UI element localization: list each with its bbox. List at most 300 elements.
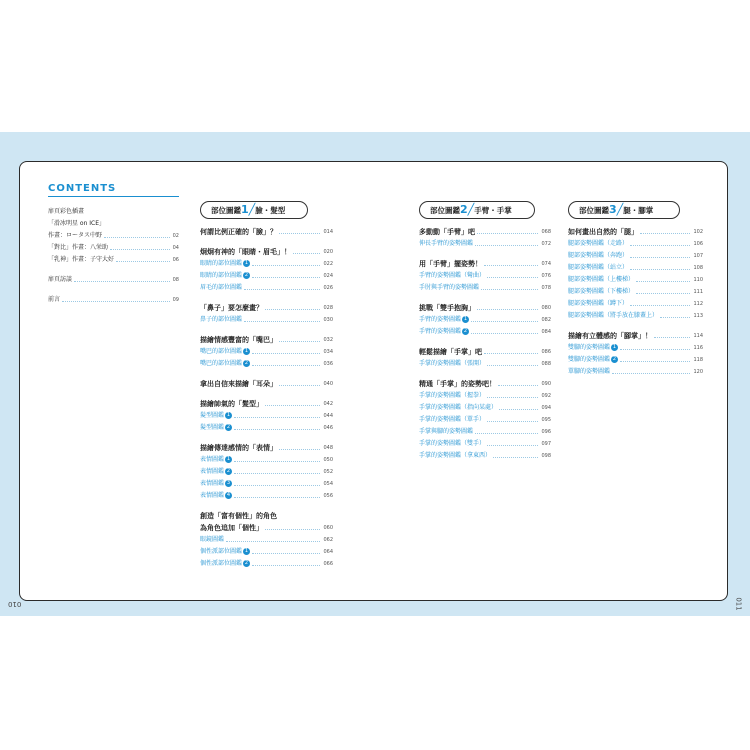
page-number: 108: [693, 265, 703, 271]
entry-title-text: 描繪有立體感的「腳掌」！: [568, 332, 652, 340]
entry-title: [48, 230, 102, 242]
entry-title-text: 如何畫出自然的「腿」: [568, 228, 638, 236]
number-badge: 1: [612, 344, 617, 350]
leader-dots: [640, 233, 690, 234]
entry-title: [48, 274, 72, 286]
number-badge: 1: [244, 260, 249, 266]
toc-sub-entry[interactable]: [419, 438, 551, 450]
entry-title: [200, 422, 232, 434]
entry-title: [419, 314, 469, 326]
page-number: 056: [323, 493, 333, 499]
entry-title-text: 眼睛的部位圖鑑: [200, 260, 243, 267]
page-number-left: 010: [8, 600, 22, 608]
page-number: 026: [323, 285, 333, 291]
entry-title-text: 輕鬆描繪「手掌」吧: [419, 348, 482, 356]
leader-dots: [498, 385, 538, 386]
entry-title-text: 拿出自信來描繪「耳朵」: [200, 380, 277, 388]
entry-title-text: 雙腳的姿勢圖鑑: [568, 356, 611, 363]
entry-title: [48, 218, 105, 230]
entry-title-text: 髮型圖鑑: [200, 424, 225, 431]
entry-title: [200, 246, 291, 258]
entry-title: [419, 302, 475, 314]
entry-title-text: 「乳神」作畫：子守大好: [48, 256, 115, 263]
entry-title: [419, 238, 473, 250]
entry-title-text: 表情圖鑑: [200, 456, 225, 463]
section-gap: [200, 370, 333, 378]
page-number: 092: [541, 393, 551, 399]
page-number: 060: [323, 525, 333, 531]
entry-title-text: 眉毛的部位圖鑑: [200, 284, 243, 291]
section-gap: [568, 322, 703, 330]
toc-sub-entry[interactable]: [48, 294, 179, 306]
toc-sub-entry[interactable]: [48, 254, 179, 266]
heading-underline: [48, 196, 179, 197]
leader-dots: [487, 421, 538, 422]
leader-dots: [487, 365, 538, 366]
entry-title: [419, 450, 491, 462]
entry-title-text: 表情圖鑑: [200, 480, 225, 487]
toc-sub-entry[interactable]: [200, 270, 333, 282]
page-number: 106: [693, 241, 703, 247]
number-badge: 1: [226, 412, 231, 418]
entry-title-text: 個性派部位圖鑑: [200, 548, 243, 555]
page-number: 06: [172, 257, 179, 263]
leader-dots: [612, 373, 690, 374]
page-number-right: 011: [734, 597, 743, 611]
toc-sub-entry[interactable]: [200, 546, 333, 558]
entry-title: [200, 410, 232, 422]
leader-dots: [499, 409, 538, 410]
leader-dots: [471, 321, 538, 322]
leader-dots: [487, 397, 538, 398]
number-badge: 3: [226, 480, 231, 486]
entry-title-text: 手掌的姿勢圖鑑（張開）: [419, 360, 486, 367]
number-badge: 2: [612, 356, 617, 362]
entry-title-text: 扉頁彩色插畫: [48, 208, 85, 215]
entry-title: [200, 522, 263, 534]
toc-sub-entry[interactable]: [568, 274, 703, 286]
page-number: 096: [541, 429, 551, 435]
toc-sub-entry[interactable]: [568, 286, 703, 298]
entry-title: [200, 270, 250, 282]
page-number: 076: [541, 273, 551, 279]
toc-section-entry[interactable]: [200, 398, 333, 410]
number-badge: 1: [463, 316, 468, 322]
leader-dots: [234, 429, 320, 430]
entry-title-text: 嘴巴的部位圖鑑: [200, 360, 243, 367]
leader-dots: [252, 353, 320, 354]
leader-dots: [265, 529, 320, 530]
toc-sub-entry[interactable]: [419, 450, 551, 462]
leader-dots: [630, 305, 690, 306]
leader-dots: [252, 553, 320, 554]
entry-title-text: 髮型圖鑑: [200, 412, 225, 419]
entry-title-text: 描繪傳達感情的「表情」: [200, 444, 277, 452]
page-number: 046: [323, 425, 333, 431]
entry-title: [419, 270, 485, 282]
toc-sub-entry[interactable]: [419, 402, 551, 414]
entry-title: [419, 402, 497, 414]
leader-dots: [234, 417, 320, 418]
section-gap: [200, 294, 333, 302]
toc-sub-entry[interactable]: [419, 414, 551, 426]
toc-sub-entry[interactable]: [419, 326, 551, 338]
entry-title-text: 描繪帥氣的「髮型」: [200, 400, 263, 408]
leader-dots: [279, 341, 320, 342]
page-number: 072: [541, 241, 551, 247]
page-number: 068: [541, 229, 551, 235]
entry-title-text: 眼睛的部位圖鑑: [200, 272, 243, 279]
entry-title-text: 「鼻子」要怎麼畫？: [200, 304, 263, 312]
section-gap: [200, 502, 333, 510]
entry-title-text: 腿部姿勢圖鑑（奔跑）: [568, 252, 629, 259]
entry-title: [200, 314, 242, 326]
leader-dots: [104, 237, 170, 238]
page-number: 062: [323, 537, 333, 543]
page-number: 086: [541, 349, 551, 355]
toc-sub-entry[interactable]: [48, 218, 179, 230]
page-number: 116: [693, 345, 703, 351]
page-number: 088: [541, 361, 551, 367]
leader-dots: [279, 233, 320, 234]
leader-dots: [265, 309, 320, 310]
entry-title: [419, 258, 482, 270]
entry-title-text: 表情圖鑑: [200, 468, 225, 475]
page-number: 08: [172, 277, 179, 283]
page-number: 040: [323, 381, 333, 387]
toc-sub-entry[interactable]: [419, 282, 551, 294]
toc-sub-entry[interactable]: [48, 230, 179, 242]
leader-dots: [234, 485, 320, 486]
toc-section-entry[interactable]: [200, 442, 333, 454]
entry-title: [200, 546, 250, 558]
page-number: 02: [172, 233, 179, 239]
entry-title: [568, 330, 652, 342]
entry-title: [200, 490, 232, 502]
entry-title-text: 嘴巴的部位圖鑑: [200, 348, 243, 355]
page-number: 09: [172, 297, 179, 303]
toc-sub-entry[interactable]: [568, 238, 703, 250]
toc-section-entry[interactable]: [200, 302, 333, 314]
page-number: 050: [323, 457, 333, 463]
number-badge: 1: [244, 348, 249, 354]
toc-sub-entry[interactable]: [200, 490, 333, 502]
toc-sub-entry[interactable]: [568, 298, 703, 310]
toc-sub-entry[interactable]: [48, 206, 179, 218]
entry-title-text: 雙腳的姿勢圖鑑: [568, 344, 611, 351]
entry-title-text: 何謂比例正確的「臉」？: [200, 228, 277, 236]
toc-sub-entry[interactable]: [419, 358, 551, 370]
toc-sub-entry[interactable]: [200, 410, 333, 422]
section-gap: [48, 266, 179, 274]
leader-dots: [487, 277, 538, 278]
entry-title-text: 腿部姿勢圖鑑（上樓梯）: [568, 276, 635, 283]
toc-sub-entry[interactable]: [419, 270, 551, 282]
toc-section-entry[interactable]: [419, 302, 551, 314]
entry-title-text: 表情圖鑑: [200, 492, 225, 499]
entry-title: [568, 238, 628, 250]
toc-section-entry[interactable]: [200, 510, 333, 522]
toc-sub-entry[interactable]: [568, 250, 703, 262]
toc-sub-entry[interactable]: [419, 238, 551, 250]
leader-dots: [654, 337, 690, 338]
entry-title: [200, 478, 232, 490]
page-number: 097: [541, 441, 551, 447]
page-number: 028: [323, 305, 333, 311]
toc-section-entry[interactable]: [419, 378, 551, 390]
entry-title: [200, 534, 224, 546]
toc-section-entry[interactable]: [200, 246, 333, 258]
leader-dots: [234, 497, 320, 498]
section-gap: [200, 238, 333, 246]
entry-title: [200, 558, 250, 570]
toc-section-entry[interactable]: [200, 334, 333, 346]
toc-sub-entry[interactable]: [568, 354, 703, 366]
toc-sub-entry[interactable]: [200, 466, 333, 478]
page-number: 074: [541, 261, 551, 267]
leader-dots: [475, 245, 538, 246]
chapter-2-list: [419, 226, 551, 462]
entry-title-text: 多動動「手臂」吧: [419, 228, 475, 236]
entry-title-text: 用「手臂」擺姿勢！: [419, 260, 482, 268]
page-number: 066: [323, 561, 333, 567]
entry-title-text: 「滑冰明星 on ICE」: [48, 220, 106, 227]
leader-dots: [620, 349, 690, 350]
toc-sub-entry[interactable]: [568, 366, 703, 378]
entry-title: [200, 226, 277, 238]
leader-dots: [279, 449, 320, 450]
entry-title-text: 單腳的姿勢圖鑑: [568, 368, 611, 375]
toc-sub-entry[interactable]: [419, 314, 551, 326]
leader-dots: [481, 289, 538, 290]
entry-title: [200, 510, 277, 522]
entry-title-text: 手肘與手臂的姿勢圖鑑: [419, 284, 480, 291]
entry-title-text: 腿部姿勢圖鑑（下樓梯）: [568, 288, 635, 295]
chapter-2-title: 部位圖鑑2╱手臂・手掌: [419, 201, 535, 219]
toc-sub-entry[interactable]: [200, 282, 333, 294]
entry-title: [568, 298, 628, 310]
toc-section-entry[interactable]: [200, 522, 333, 534]
toc-section-entry[interactable]: [200, 226, 333, 238]
toc-sub-entry[interactable]: [200, 314, 333, 326]
number-badge: 4: [226, 492, 231, 498]
page-number: 078: [541, 285, 551, 291]
page-number: 098: [541, 453, 551, 459]
page-number: 022: [323, 261, 333, 267]
entry-title-text: 伸長手臂的姿勢圖鑑: [419, 240, 474, 247]
entry-title-text: 腿部姿勢圖鑑（將手放在膝蓋上）: [568, 312, 659, 319]
toc-section-entry[interactable]: [419, 258, 551, 270]
entry-title-text: 手掌的姿勢圖鑑（拿東西）: [419, 452, 492, 459]
entry-title: [200, 334, 277, 346]
toc-sub-entry[interactable]: [419, 390, 551, 402]
number-badge: 2: [244, 560, 249, 566]
leader-dots: [477, 233, 538, 234]
page-number: 120: [693, 369, 703, 375]
page-number: 113: [693, 313, 703, 319]
leader-dots: [252, 277, 320, 278]
leader-dots: [620, 361, 690, 362]
entry-title-text: 炯炯有神的「眼睛・眉毛」！: [200, 248, 291, 256]
toc-sub-entry[interactable]: [200, 358, 333, 370]
leader-dots: [484, 353, 538, 354]
entry-title: [200, 378, 277, 390]
entry-title: [200, 454, 232, 466]
page-number: 036: [323, 361, 333, 367]
number-badge: 1: [244, 548, 249, 554]
entry-title: [200, 282, 242, 294]
entry-title: [568, 286, 634, 298]
page-number: 094: [541, 405, 551, 411]
contents-heading: CONTENTS: [48, 183, 117, 194]
entry-title: [200, 258, 250, 270]
entry-title-text: 腿部姿勢圖鑑（走路）: [568, 240, 629, 247]
page-number: 042: [323, 401, 333, 407]
toc-section-entry[interactable]: [419, 226, 551, 238]
leader-dots: [116, 261, 170, 262]
leader-dots: [630, 257, 690, 258]
leader-dots: [636, 281, 690, 282]
entry-title-text: 扉頁訪談: [48, 276, 73, 283]
page-number: 114: [693, 333, 703, 339]
entry-title-text: 手掌的姿勢圖鑑（握拳）: [419, 392, 486, 399]
entry-title: [568, 250, 628, 262]
toc-sub-entry[interactable]: [200, 478, 333, 490]
toc-sub-entry[interactable]: [568, 342, 703, 354]
leader-dots: [110, 249, 170, 250]
page-number: 112: [693, 301, 703, 307]
toc-sub-entry[interactable]: [200, 558, 333, 570]
entry-title: [419, 426, 473, 438]
leader-dots: [660, 317, 690, 318]
toc-section-entry[interactable]: [568, 330, 703, 342]
entry-title: [48, 242, 108, 254]
entry-title: [568, 342, 618, 354]
entry-title: [568, 366, 610, 378]
leader-dots: [293, 253, 320, 254]
leader-dots: [252, 365, 320, 366]
front-matter-list: [48, 206, 179, 306]
page-number: 095: [541, 417, 551, 423]
number-badge: 2: [463, 328, 468, 334]
entry-title: [568, 262, 628, 274]
entry-title-text: 手掌的姿勢圖鑑（單手）: [419, 416, 486, 423]
entry-title: [419, 358, 485, 370]
entry-title-text: 個性派部位圖鑑: [200, 560, 243, 567]
entry-title: [568, 274, 634, 286]
page-number: 044: [323, 413, 333, 419]
leader-dots: [226, 541, 320, 542]
entry-title: [419, 390, 485, 402]
page-number: 030: [323, 317, 333, 323]
entry-title: [568, 354, 618, 366]
entry-title: [200, 358, 250, 370]
section-gap: [200, 434, 333, 442]
chapter-3-list: [568, 226, 703, 378]
section-gap: [419, 294, 551, 302]
leader-dots: [279, 385, 320, 386]
number-badge: 2: [244, 272, 249, 278]
entry-title-text: 作畫：ロータス中野: [48, 232, 103, 239]
toc-sub-entry[interactable]: [200, 258, 333, 270]
entry-title: [48, 254, 114, 266]
page-number: 020: [323, 249, 333, 255]
entry-title: [419, 414, 485, 426]
entry-title: [419, 346, 482, 358]
number-badge: 2: [226, 468, 231, 474]
toc-sub-entry[interactable]: [200, 422, 333, 434]
toc-sub-entry[interactable]: [200, 534, 333, 546]
entry-title: [200, 398, 263, 410]
page-number: 102: [693, 229, 703, 235]
leader-dots: [477, 309, 538, 310]
entry-title: [419, 282, 479, 294]
leader-dots: [234, 473, 320, 474]
page-number: 082: [541, 317, 551, 323]
page-number: 054: [323, 481, 333, 487]
toc-section-entry[interactable]: [200, 378, 333, 390]
section-gap: [48, 286, 179, 294]
toc-section-entry[interactable]: [568, 226, 703, 238]
entry-title-text: 手掌的姿勢圖鑑（指向某處）: [419, 404, 498, 411]
entry-title-text: 描繪情感豐富的「嘴巴」: [200, 336, 277, 344]
page-number: 090: [541, 381, 551, 387]
page-number: 107: [693, 253, 703, 259]
number-badge: 2: [244, 360, 249, 366]
chapter-3-title: 部位圖鑑3╱腿・腳掌: [568, 201, 680, 219]
leader-dots: [252, 265, 320, 266]
leader-dots: [493, 457, 538, 458]
toc-sub-entry[interactable]: [200, 346, 333, 358]
number-badge: 1: [226, 456, 231, 462]
leader-dots: [244, 289, 320, 290]
chapter-1-title: 部位圖鑑1╱臉・髮型: [200, 201, 308, 219]
page-number: 048: [323, 445, 333, 451]
entry-title-text: 腿部姿勢圖鑑（站立）: [568, 264, 629, 271]
toc-sub-entry[interactable]: [48, 242, 179, 254]
entry-title-text: 手臂的姿勢圖鑑（彎曲）: [419, 272, 486, 279]
leader-dots: [252, 565, 320, 566]
toc-sub-entry[interactable]: [48, 274, 179, 286]
toc-sub-entry[interactable]: [419, 426, 551, 438]
entry-title-text: 為角色追加「個性」: [200, 524, 263, 532]
page-number: 032: [323, 337, 333, 343]
page-number: 118: [693, 357, 703, 363]
entry-title-text: 鼻子的部位圖鑑: [200, 316, 243, 323]
entry-title-text: 精通「手掌」的姿勢吧！: [419, 380, 496, 388]
chapter-1-list: [200, 226, 333, 570]
entry-title-text: 手掌與腳的姿勢圖鑑: [419, 428, 474, 435]
toc-sub-entry[interactable]: [568, 310, 703, 322]
entry-title: [419, 326, 469, 338]
toc-section-entry[interactable]: [419, 346, 551, 358]
number-badge: 2: [226, 424, 231, 430]
section-gap: [200, 390, 333, 398]
leader-dots: [74, 281, 170, 282]
entry-title-text: 「對比」作畫：八栄助: [48, 244, 109, 251]
page-number: 080: [541, 305, 551, 311]
page-number: 04: [172, 245, 179, 251]
leader-dots: [487, 445, 538, 446]
toc-sub-entry[interactable]: [200, 454, 333, 466]
page-number: 052: [323, 469, 333, 475]
entry-title-text: 手臂的姿勢圖鑑: [419, 316, 462, 323]
leader-dots: [234, 461, 320, 462]
toc-sub-entry[interactable]: [568, 262, 703, 274]
entry-title: [48, 206, 84, 218]
page-number: 034: [323, 349, 333, 355]
leader-dots: [244, 321, 320, 322]
